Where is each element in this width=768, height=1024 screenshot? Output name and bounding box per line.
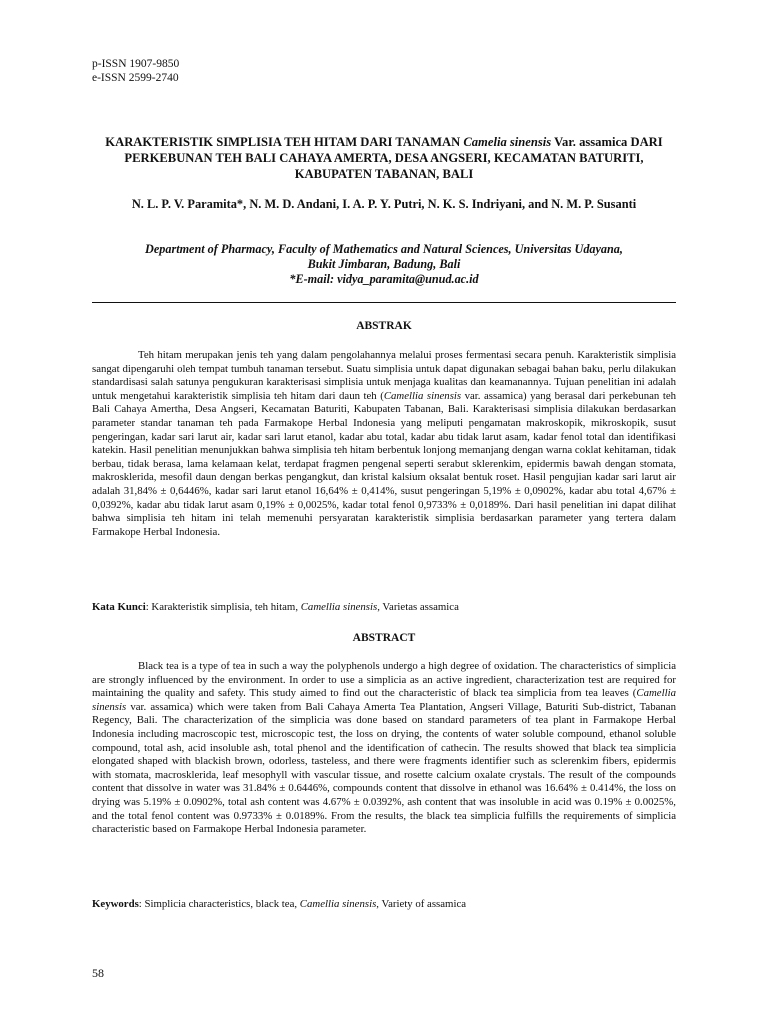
abstract-body — [92, 660, 676, 837]
abstrak-species: Camellia sinensis — [383, 389, 462, 402]
keywords — [92, 898, 676, 912]
title-part2: Var. assamica DARI PERKEBUNAN TEH BALI CAHAYA AMERTA, DESA ANGSERI, KECAMATAN BATURITI, KABUPATEN TABANAN, BALI — [124, 135, 663, 181]
title-part1: KARAKTERISTIK SIMPLISIA TEH HITAM DARI TANAMAN — [105, 135, 464, 149]
kata-kunci-label: Kata Kunci — [92, 601, 146, 613]
abstract-species: Camellia sinensis — [92, 687, 676, 713]
kata-kunci-species: Camellia sinensis — [300, 601, 378, 613]
abstract-text1: Black tea is a type of tea in such a way the polyphenols undergo a high degree of oxidation. The characteristics of simplicia are strongly influenced by the environment. In order to use a simplicia as an active ingredient, characterization test are required for maintaining the quality and safety. This study aimed to find out the characteristic of black tea simplicia from tea leaves ( — [92, 660, 676, 700]
title-species: Camelia sinensis — [463, 135, 552, 149]
keywords-species: Camellia sinensis — [299, 898, 377, 910]
paper-title — [92, 134, 676, 182]
e-issn: e-ISSN 2599-2740 — [92, 72, 179, 84]
keywords-label: Keywords — [92, 898, 139, 910]
author-email: *E-mail: vidya_paramita@unud.ac.id — [289, 272, 479, 286]
abstrak-text1: Teh hitam merupakan jenis teh yang dalam pengolahannya melalui proses fermentasi secara penuh. Karakteristik simplisia sangat dipengaruhi oleh tempat tumbuh tanaman tersebut. Suatu simplisia untuk dapat digunakan sebagai bahan baku, perlu dilakukan standardisasi salah satunya pengukuran karakterisasi simplisia untuk menjaga kualitas dan keamanannya. Tujuan penelitian ini adalah untuk mengetahui karakteristik simplisia teh hitam dari daun teh ( — [92, 349, 676, 402]
affiliation-line2: Bukit Jimbaran, Badung, Bali — [307, 257, 461, 271]
p-issn: p-ISSN 1907-9850 — [92, 58, 180, 70]
abstract-text2: var. assamica) which were taken from Bali Cahaya Amerta Tea Plantation, Angseri Village, Baturiti Sub-district, Tabanan Regency, Bali. The characterization of the simplicia was done based on standard parameters of tea plant in Farmakope Herbal Indonesia including macroscopic test, microscopic test, the loss on drying, the contents of water soluble compound, ethanol soluble compound, total ash, acid insoluble ash, total phenol and the identification of cathecin. The results showed that black tea simplicia elongated shaped with blackish brown, odorless, tasteless, and there were fragments identifier such as sclerenkim fibers, epidermis with stomata, macrosklerida, leaf mesophyll with vascular tissue, and rosette calcium oxalate crystals. The result of the compounds content that dissolve in water was 31.84% ± 0.6446%, compounds content that dissolve in ethanol was 16.64% ± 0.414%, the loss on drying was 5.19% ± 0.0902%, total ash content was 4.67% ± 0.0392%, ash content that was insoluble in acid was 0.19% ± 0.0025%, and the total fenol content was 0.9733% ± 0.0189%. From the results, the black tea simplicia fulfills the requirements of simplicia characteristic based on Farmakope Herbal Indonesia parameter. — [92, 700, 676, 836]
keywords-text2: , Variety of assamica — [376, 898, 467, 910]
affiliation — [92, 242, 676, 287]
kata-kunci-text2: , Varietas assamica — [377, 601, 459, 613]
abstract-heading: ABSTRACT — [352, 632, 416, 644]
kata-kunci-text1: : Karakteristik simplisia, teh hitam, — [145, 601, 301, 613]
author-list: N. L. P. V. Paramita*, N. M. D. Andani, I. A. P. Y. Putri, N. K. S. Indriyani, and N. M. P. Susanti — [131, 197, 637, 211]
kata-kunci — [92, 601, 676, 615]
abstrak-heading: ABSTRAK — [356, 320, 412, 332]
keywords-text1: : Simplicia characteristics, black tea, — [138, 898, 300, 910]
title-divider — [92, 302, 676, 303]
abstrak-text2: var. assamica) yang berasal dari perkebunan teh Bali Cahaya Amertha, Desa Angseri, Kecamatan Baturiti, Kabupaten Tabanan, Bali. Karakterisasi simplisia dilakukan berdasarkan parameter standar tanaman teh pada Farmakope Herbal Indonesia yang meliputi pengamatan makroskopik, mikroskopik, susut pengeringan, kadar sari larut air, kadar sari larut etanol, kadar abu total, kadar abu tidak larut asam, kadar fenol total dan identifikasi katekin. Hasil penelitian menunjukkan bahwa simplisia teh hitam berbentuk lonjong memanjang dengan warna coklat kehitaman, tidak berbau, tidak berasa, lama kelamaan kelat, terdapat fragmen pengenal seperti serabut sklerenkim, epidermis bawah dengan stomata, makrosklerida, mesofil daun dengan berkas pengangkut, dan kristal kalsium oksalat bentuk roset. Hasil pengujian kadar sari larut air adalah 31,84% ± 0,6446%, kadar sari larut etanol 16,64% ± 0,414%, susut pengeringan 5,19% ± 0,0902%, kadar abu total 4,67% ± 0,0392%, kadar abu tidak larut asam 0,19% ± 0,0025%, kadar total fenol 0,9733% ± 0,0189%. Dari hasil penelitian ini dapat dilihat bahwa simplisia teh hitam ini telah memenuhi persyaratan karakteristik simplisia berdasarkan parameter yang tertera dalam Farmakope Herbal Indonesia. — [92, 389, 677, 538]
page-number: 58 — [92, 966, 104, 980]
issn-block — [92, 57, 179, 85]
affiliation-line1: Department of Pharmacy, Faculty of Mathematics and Natural Sciences, Universitas Udayana, — [145, 242, 623, 256]
abstrak-body — [92, 349, 676, 539]
